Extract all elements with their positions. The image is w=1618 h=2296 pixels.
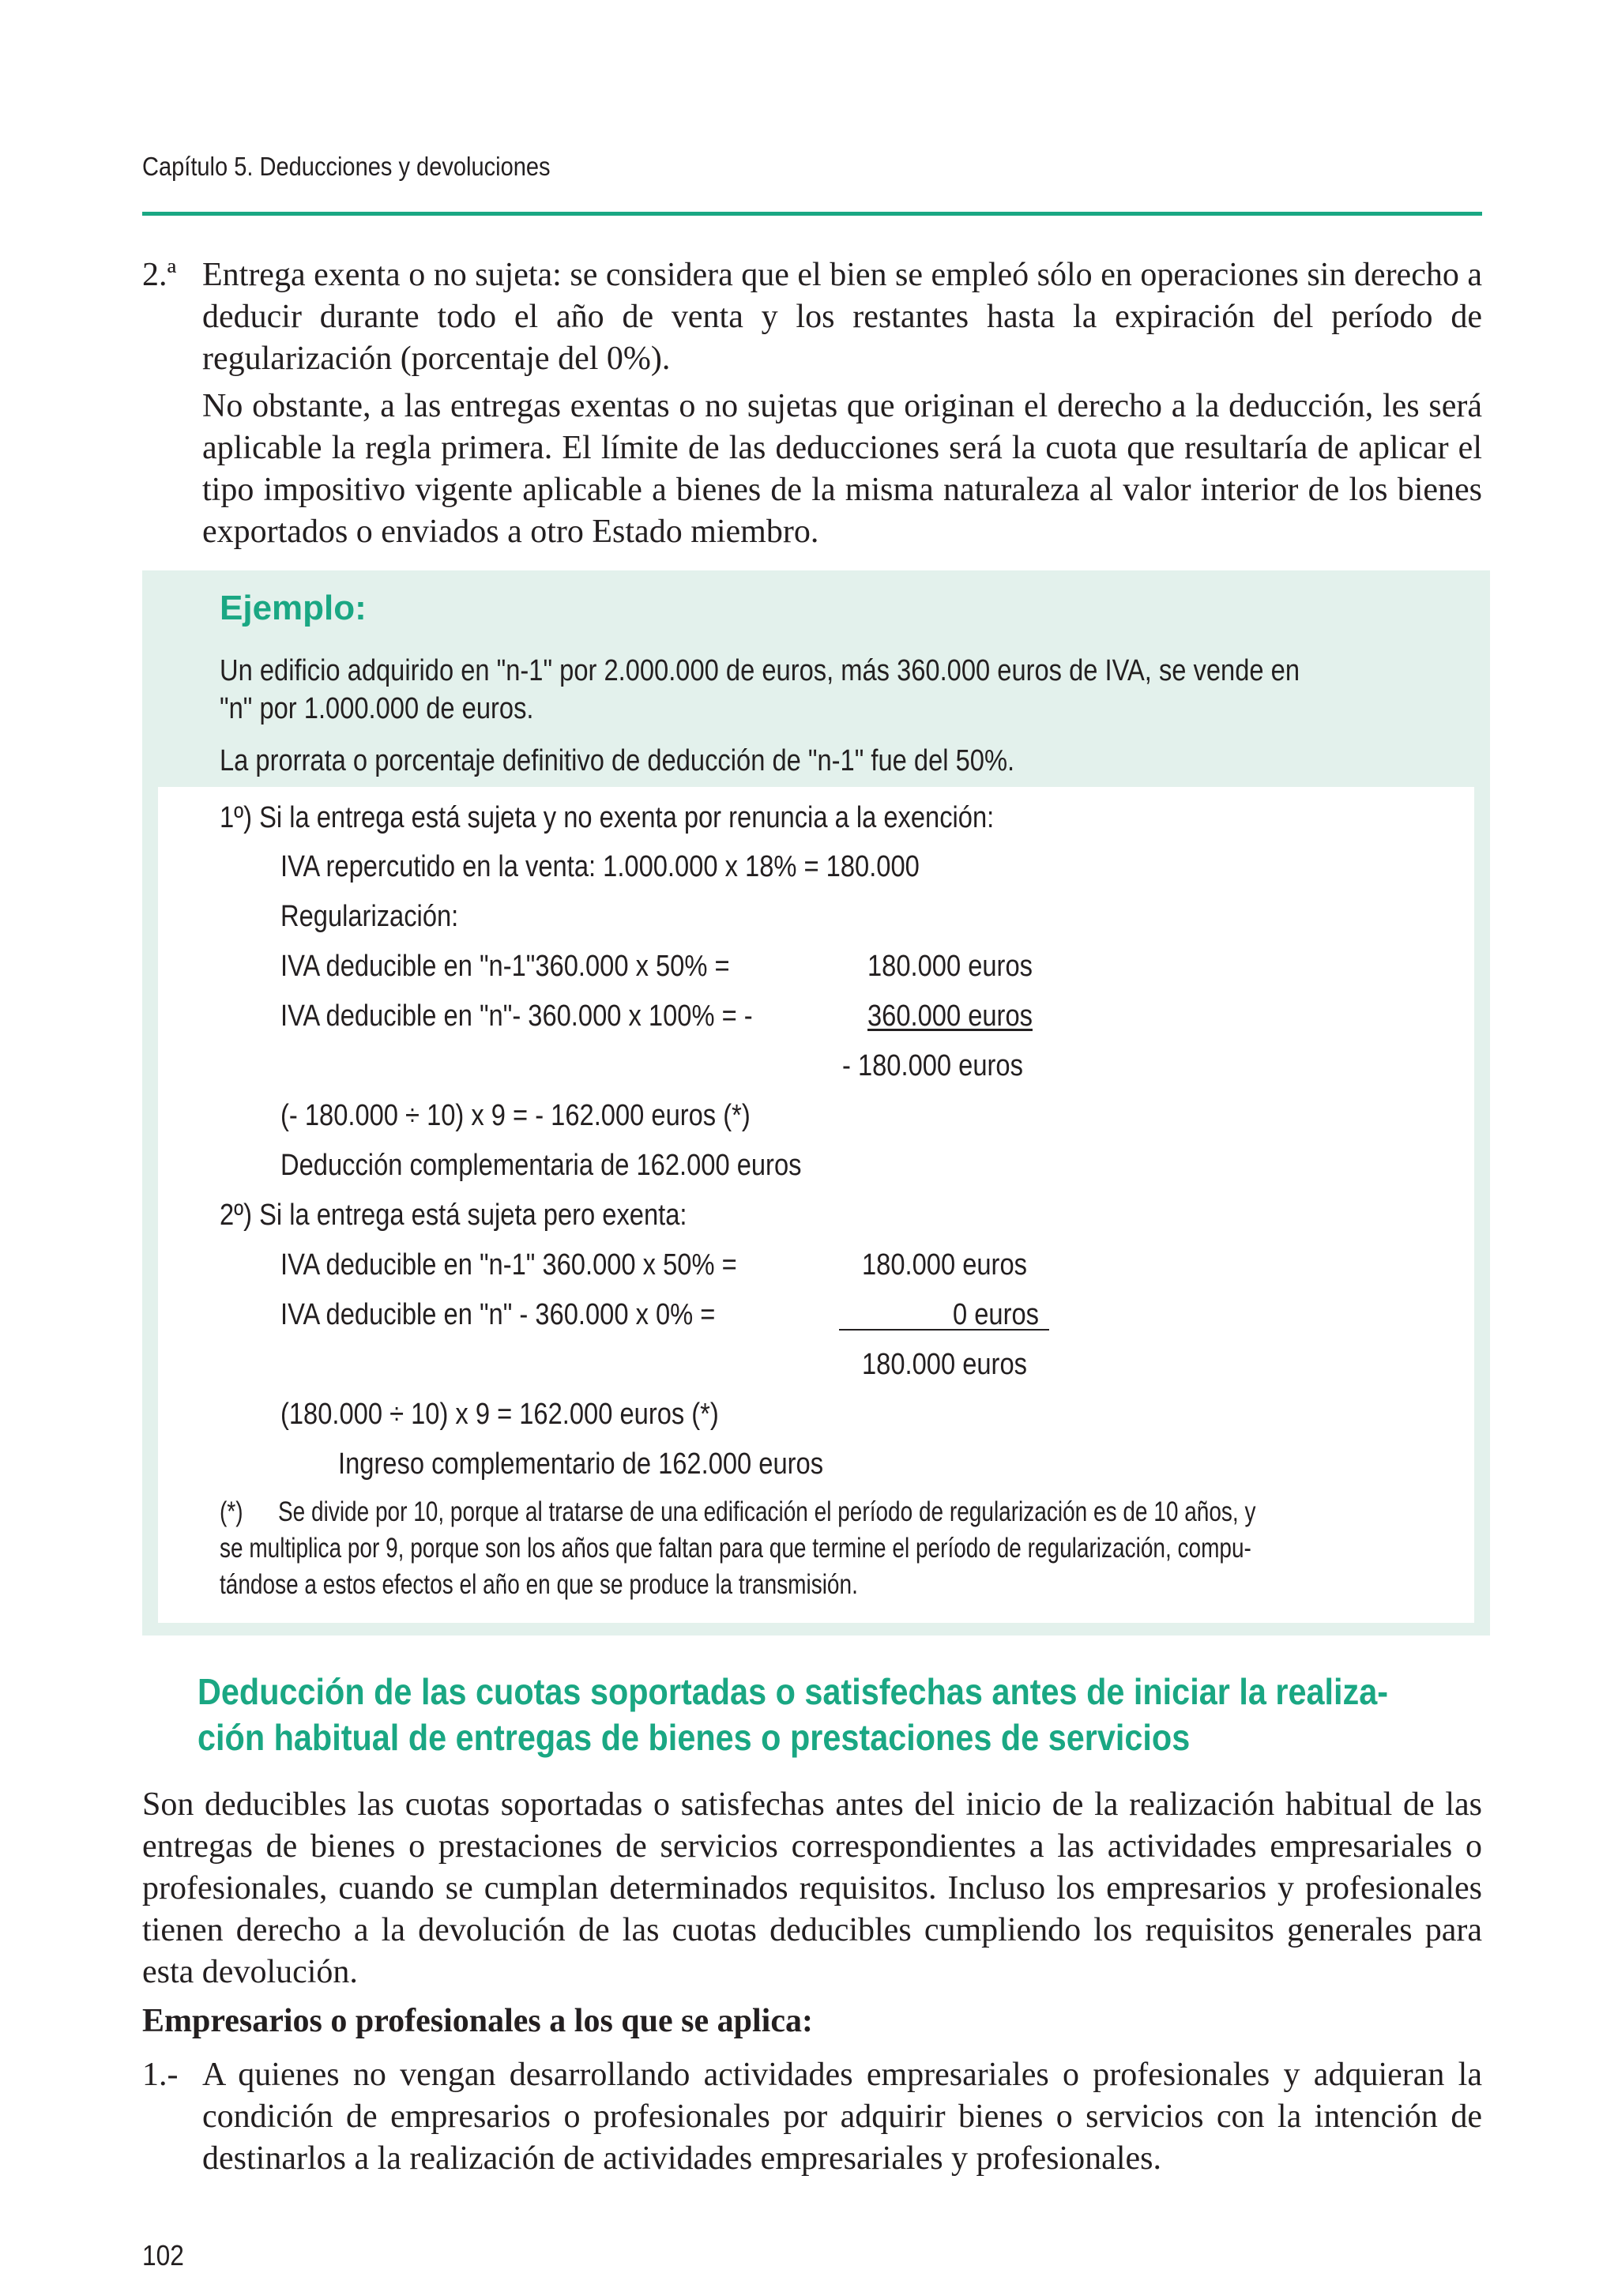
note-marker: (*)	[220, 1496, 243, 1527]
header-rule	[142, 212, 1482, 216]
section-item1-label: 1.-	[142, 2057, 179, 2093]
case1-regularizacion: Regularización:	[280, 900, 459, 933]
case2-heading: 2º) Si la entrega está sujeta pero exenta:	[220, 1199, 687, 1232]
section-body: Son deducibles las cuotas soportadas o satisfechas antes del inicio de la realización habitual de las entregas de bienes o prestaciones de servicios correspondientes a las actividades empresariales o profesionales, cuando se cumplan determinados requisitos. Incluso los empresarios y profesionales tienen derecho a la devolución de las cuotas deducibles cumpliendo los requisitos generales para esta devolución.	[142, 1786, 1482, 1990]
case2-row2-result: 0 euros	[953, 1298, 1040, 1331]
case2-row2-label: IVA deducible en "n" - 360.000 x 0% =	[280, 1298, 716, 1331]
case1-row2-result: 360.000 euros	[867, 999, 1033, 1033]
case1-subtotal: - 180.000 euros	[842, 1049, 1023, 1082]
example-statement-line-1: Un edificio adquirido en "n-1" por 2.000.000 de euros, más 360.000 euros de IVA, se vende en	[220, 654, 1300, 687]
case2-conclusion: Ingreso complementario de 162.000 euros	[338, 1447, 824, 1481]
example-prorrata: La prorrata o porcentaje definitivo de deducción de "n-1" fue del 50%.	[220, 744, 1015, 777]
section-heading-line-2: ción habitual de entregas de bienes o prestaciones de servicios	[198, 1717, 1191, 1758]
case2-row1-label: IVA deducible en "n-1" 360.000 x 50% =	[280, 1248, 737, 1282]
case1-iva-repercutido: IVA repercutido en la venta: 1.000.000 x 18% = 180.000	[280, 850, 920, 883]
section-heading-line-1: Deducción de las cuotas soportadas o satisfechas antes de iniciar la realiza-	[198, 1671, 1389, 1712]
case2-row1-result: 180.000 euros	[862, 1248, 1027, 1282]
intro-item-text: Entrega exenta o no sujeta: se considera que el bien se empleó sólo en operaciones sin derecho a deducir durante todo el año de venta y los restantes hasta la expiración del período de regularización (porcentaje del 0%).	[202, 257, 1482, 377]
case1-row1-result: 180.000 euros	[867, 950, 1033, 983]
case2-subtotal: 180.000 euros	[862, 1348, 1027, 1381]
section-item1-text: A quienes no vengan desarrollando actividades empresariales o profesionales y adquieran la condición de empresarios o profesionales por adquirir bienes o servicios con la intención de destinarlos a la realización de actividades empresariales y profesionales.	[202, 2057, 1482, 2177]
note-line-3: tándose a estos efectos el año en que se produce la transmisión.	[220, 1569, 858, 1600]
page-number: 102	[142, 2239, 184, 2272]
case1-calc: (- 180.000 ÷ 10) x 9 = - 162.000 euros (*)	[280, 1099, 751, 1132]
case2-calc: (180.000 ÷ 10) x 9 = 162.000 euros (*)	[280, 1398, 719, 1431]
case1-row2-label: IVA deducible en "n"- 360.000 x 100% = -	[280, 999, 753, 1033]
intro-item-label: 2.ª	[142, 257, 177, 293]
section-heading	[198, 1669, 1493, 1760]
section-subheading: Empresarios o profesionales a los que se aplica:	[142, 2003, 813, 2039]
case1-row1-label: IVA deducible en "n-1"360.000 x 50% =	[280, 950, 730, 983]
example-title: Ejemplo:	[220, 589, 367, 627]
note-line-1: Se divide por 10, porque al tratarse de una edificación el período de regularización es de 10 años, y	[278, 1496, 1256, 1527]
case1-conclusion: Deducción complementaria de 162.000 euros	[280, 1149, 802, 1182]
case1-heading: 1º) Si la entrega está sujeta y no exenta por renuncia a la exención:	[220, 801, 995, 834]
note-line-2: se multiplica por 9, porque son los años que faltan para que termine el período de regularización, compu-	[220, 1533, 1251, 1564]
example-statement-line-2: "n" por 1.000.000 de euros.	[220, 692, 534, 725]
intro-paragraph-2: No obstante, a las entregas exentas o no sujetas que originan el derecho a la deducción, les será aplicable la regla primera. El límite de las deducciones será la cuota que resultaría de aplicar el tipo impositivo vigente aplicable a bienes de la misma naturaleza al valor interior de los bienes exportados o enviados a otro Estado miembro.	[202, 388, 1482, 550]
running-header: Capítulo 5. Deducciones y devoluciones	[142, 152, 551, 181]
